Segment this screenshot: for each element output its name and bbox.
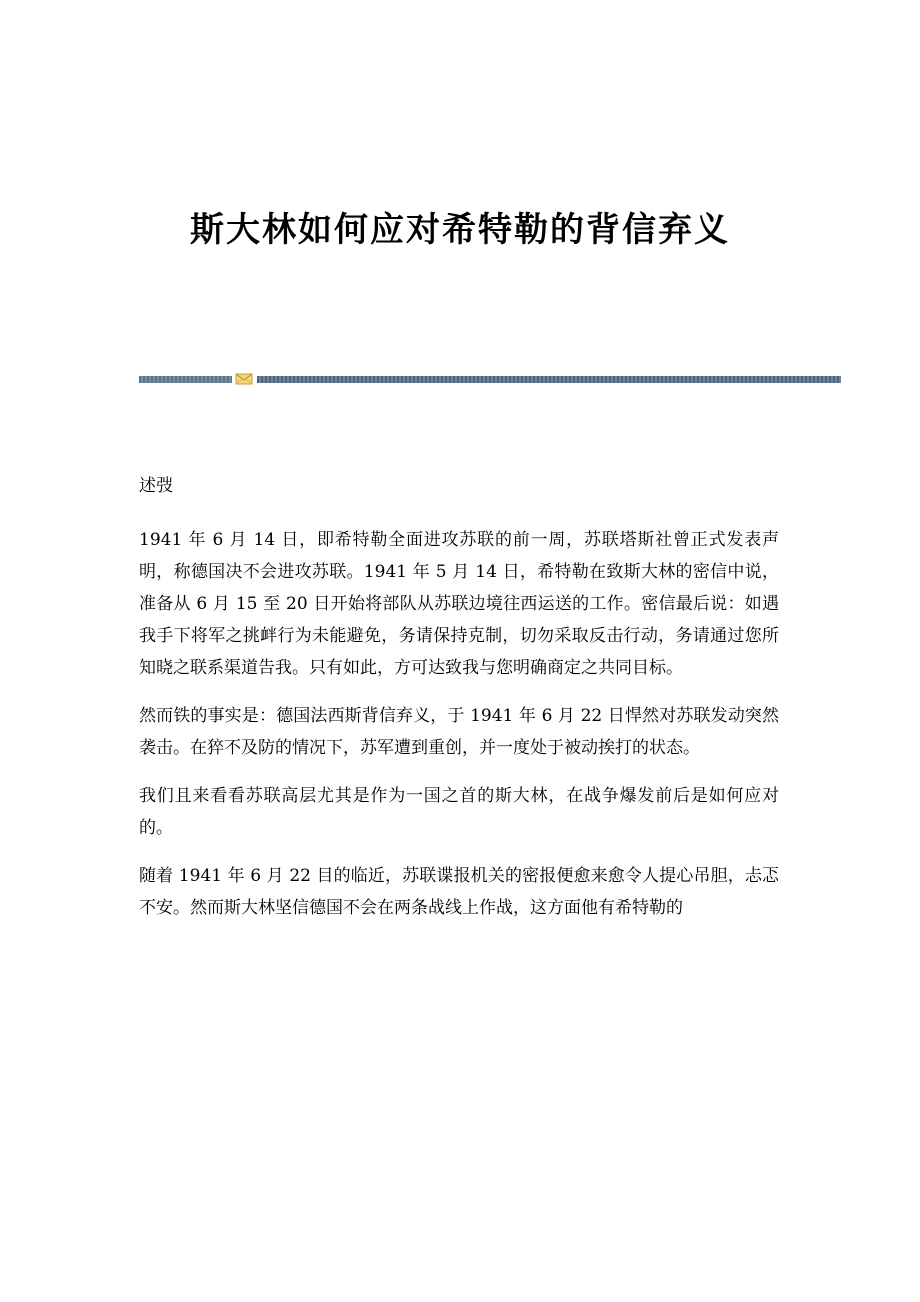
paragraph-4: 随着 1941 年 6 月 22 目的临近，苏联谍报机关的密报便愈来愈令人提心吊胆，忐忑不安。然而斯大林坚信德国不会在两条战线上作战，这方面他有希特勒的: [139, 866, 779, 918]
document-body: [139, 470, 779, 940]
title-divider: [139, 373, 841, 385]
envelope-ornament-icon: [235, 373, 253, 385]
document-title: 斯大林如何应对希特勒的背信弃义: [190, 210, 730, 250]
paragraph-1: 1941 年 6 月 14 日，即希特勒全面进攻苏联的前一周，苏联塔斯社曾正式发表声明，称德国决不会进攻苏联。1941 年 5 月 14 日，希特勒在致斯大林的密信中说，准备从 6 月 15 至 20 日开始将部队从苏联边境往西运送的工作。密信最后说：如遇我手下将军之挑衅行为未能避免，务请保持克制，切勿采取反击行动，务请通过您所知晓之联系渠道告我。只有如此，方可达致我与您明确商定之共同目标。: [139, 530, 779, 678]
paragraph-3: 我们且来看看苏联高层尤其是作为一国之首的斯大林，在战争爆发前后是如何应对的。: [139, 786, 779, 838]
divider-bar-left: [139, 376, 232, 383]
paragraph-2: 然而铁的事实是：德国法西斯背信弃义，于 1941 年 6 月 22 日悍然对苏联发动突然袭击。在猝不及防的情况下，苏军遭到重创，并一度处于被动挨打的状态。: [139, 706, 779, 758]
author-name: 述弢: [139, 476, 173, 496]
divider-bar-right: [257, 376, 841, 383]
